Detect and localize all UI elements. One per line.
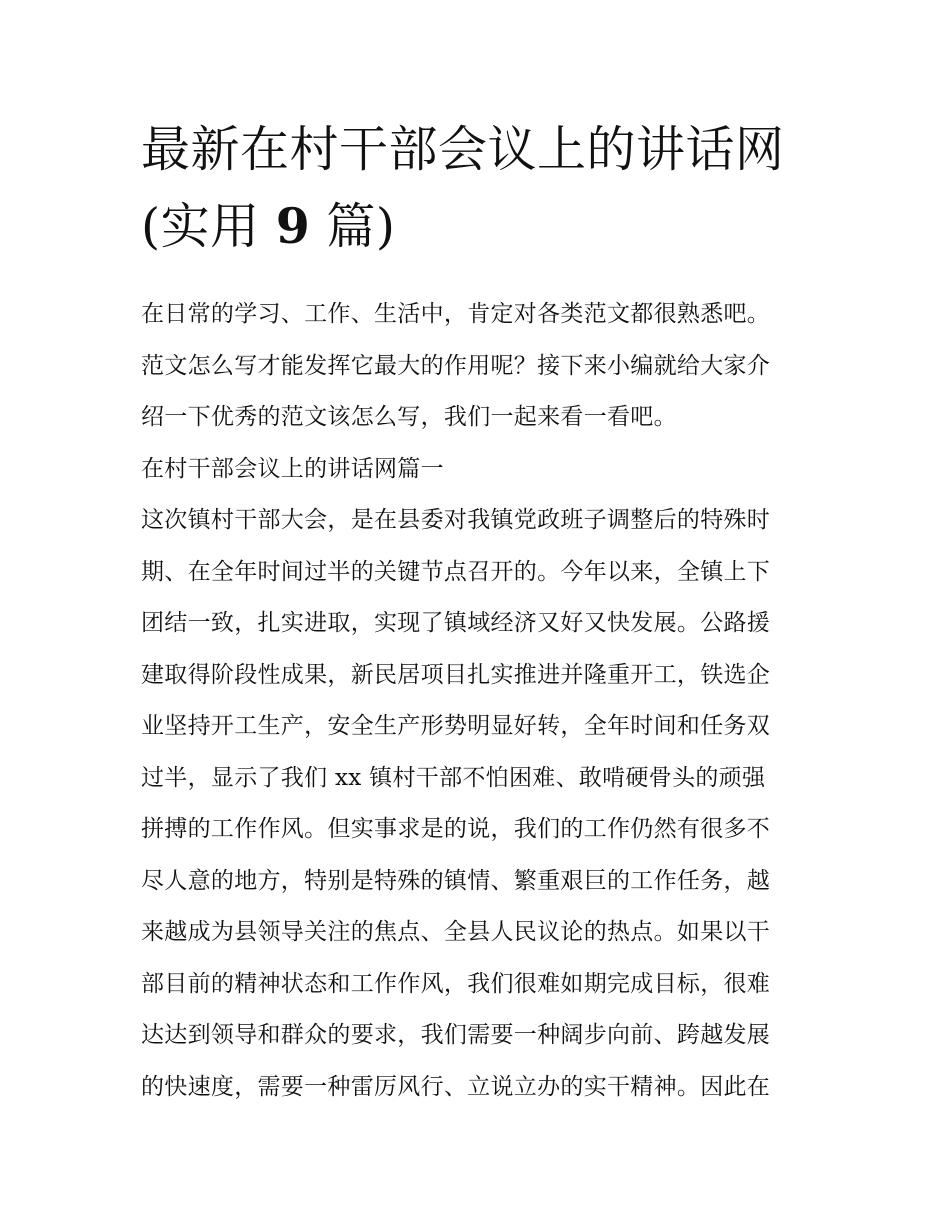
section-heading: 在村干部会议上的讲话网篇一 (141, 455, 444, 482)
text-line: 范文怎么写才能发挥它最大的作用呢？接下来小编就给大家介 (141, 352, 771, 379)
text-line: 的快速度，需要一种雷厉风行、立说立办的实干精神。因此在 (141, 1073, 771, 1100)
title-suffix: 篇) (310, 198, 396, 255)
text-line: 拼搏的工作作风。但实事求是的说，我们的工作仍然有很多不 (141, 816, 771, 842)
text-line: 在日常的学习、工作、生活中，肯定对各类范文都很熟悉吧。 (141, 301, 771, 327)
text-line: 业坚持开工生产，安全生产形势明显好转，全年时间和任务双 (141, 713, 771, 739)
document-title (141, 112, 821, 265)
text-line: 绍一下优秀的范文该怎么写，我们一起来看一看吧。 (141, 404, 677, 430)
title-prefix: (实用 (141, 198, 276, 255)
document-content (141, 112, 821, 1113)
title-number: 9 (275, 197, 311, 255)
text-line: 尽人意的地方，特别是特殊的镇情、繁重艰巨的工作任务，越 (141, 867, 771, 894)
text-line: 期、在全年时间过半的关键节点召开的。今年以来，全镇上下 (141, 558, 771, 585)
text-line: 来越成为县领导关注的焦点、全县人民议论的热点。如果以干 (141, 919, 771, 945)
text-line: 团结一致，扎实进取，实现了镇域经济又好又快发展。公路援 (141, 610, 771, 636)
text-line: 过半，显示了我们 xx 镇村干部不怕困难、敢啃硬骨头的顽强 (141, 764, 766, 791)
body-text (141, 289, 821, 1113)
text-line: 这次镇村干部大会，是在县委对我镇党政班子调整后的特殊时 (141, 507, 771, 533)
text-line: 建取得阶段性成果，新民居项目扎实推进并隆重开工，铁选企 (141, 661, 771, 688)
title-line-1: 最新在村干部会议上的讲话网 (141, 121, 785, 178)
title-line-2 (141, 188, 821, 265)
text-line: 达达到领导和群众的要求，我们需要一种阔步向前、跨越发展 (141, 1022, 771, 1048)
text-line: 部目前的精神状态和工作作风，我们很难如期完成目标，很难 (141, 970, 771, 997)
